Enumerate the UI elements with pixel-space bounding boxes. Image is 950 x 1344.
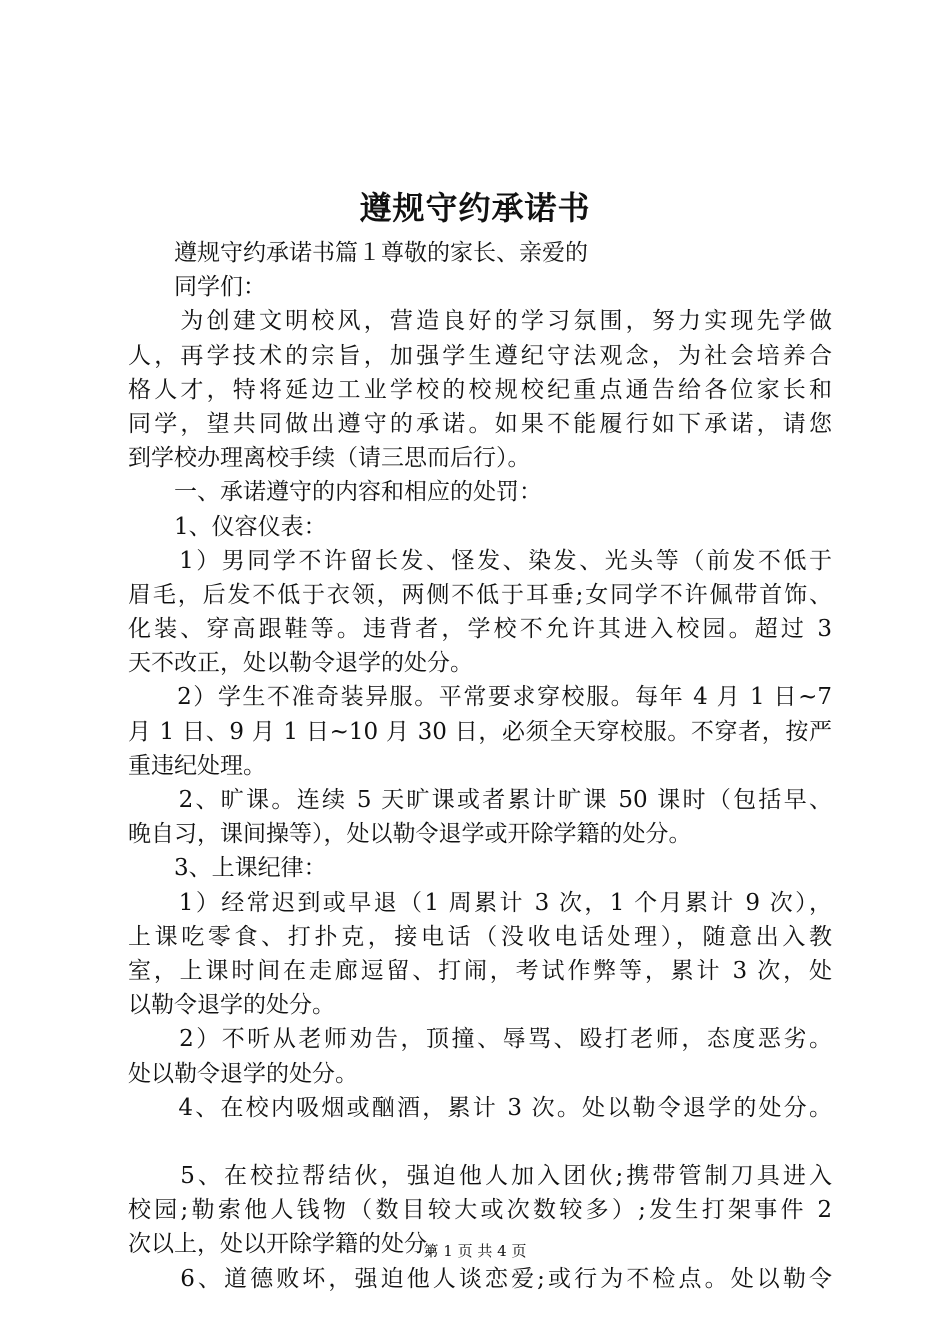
body-line: 晚自习，课间操等），处以勒令退学或开除学籍的处分。 [128,821,692,848]
body-line: 2）不听从老师劝告，顶撞、辱骂、殴打老师，态度恶劣。 [128,1026,832,1053]
document-body [128,236,832,1296]
body-line: 4、在校内吸烟或酗酒，累计 3 次。处以勒令退学的处分。 [128,1094,832,1121]
body-line: 到学校办理离校手续（请三思而后行）。 [128,445,531,472]
body-line: 1）经常迟到或早退（1 周累计 3 次，1 个月累计 9 次）， [128,889,832,916]
body-line: 化装、穿高跟鞋等。违背者，学校不允许其进入校园。超过 3 [128,616,832,643]
body-line: 2）学生不准奇装异服。平常要求穿校服。每年 4 月 1 日~7 [128,684,832,711]
body-line [128,1125,832,1159]
body-line: 天不改正，处以勒令退学的处分。 [128,650,473,677]
body-line: 同学，望共同做出遵守的承诺。如果不能履行如下承诺，请您 [128,410,832,437]
body-line: 5、在校拉帮结伙，强迫他人加入团伙;携带管制刀具进入 [128,1163,832,1190]
body-line: 6、道德败坏，强迫他人谈恋爱;或行为不检点。处以勒令 [128,1265,832,1292]
body-line: 室，上课时间在走廊逗留、打闹，考试作弊等，累计 3 次，处 [128,957,832,984]
body-line: 1、仪容仪表： [128,513,327,540]
body-line: 3、上课纪律： [128,855,327,882]
body-line: 1）男同学不许留长发、怪发、染发、光头等（前发不低于 [128,547,832,574]
body-line: 人，再学技术的宗旨，加强学生遵纪守法观念，为社会培养合 [128,342,832,369]
body-line: 2、旷课。连续 5 天旷课或者累计旷课 50 课时（包括早、 [128,787,832,813]
body-line: 校园;勒索他人钱物（数目较大或次数较多）;发生打架事件 2 [128,1197,832,1224]
body-line: 一、承诺遵守的内容和相应的处罚： [128,479,542,506]
body-line: 同学们： [128,274,266,301]
body-line: 眉毛，后发不低于衣领，两侧不低于耳垂;女同学不许佩带首饰、 [128,581,832,608]
body-line: 重违纪处理。 [128,752,266,779]
body-line: 上课吃零食、打扑克，接电话（没收电话处理），随意出入教 [128,923,832,950]
body-line: 格人才，特将延边工业学校的校规校纪重点通告给各位家长和 [128,376,832,403]
body-line: 次以上，处以开除学籍的处分。 [128,1231,450,1258]
document-title: 遵规守约承诺书 [359,189,591,227]
page-footer: 第 1 页 共 4 页 [423,1242,527,1260]
body-line: 遵规守约承诺书篇１尊敬的家长、亲爱的 [128,240,588,266]
body-line: 处以勒令退学的处分。 [128,1060,358,1087]
body-line: 以勒令退学的处分。 [128,992,335,1019]
body-line: 为创建文明校风，营造良好的学习氛围，努力实现先学做 [128,308,832,335]
body-line: 月 1 日、9 月 1 日~10 月 30 日，必须全天穿校服。不穿者，按严 [128,718,832,745]
